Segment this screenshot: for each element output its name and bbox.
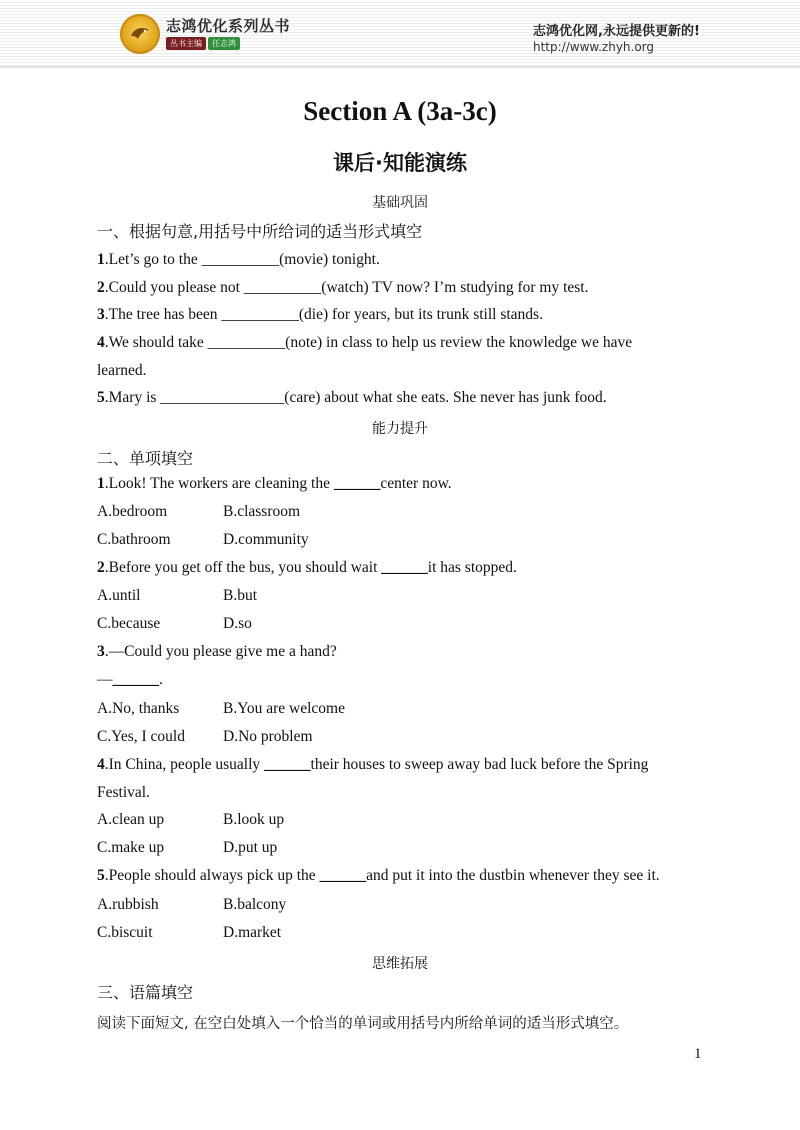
item-number: 1: [97, 251, 105, 268]
item-text: .Could you please not __________(watch) TV now? I’m studying for my test.: [104, 279, 589, 296]
section2-heading: 二、单项填空: [97, 449, 194, 468]
question-number: 2: [97, 559, 105, 576]
series-title: 志鸿优化系列丛书: [166, 17, 291, 35]
option-d: D.No problem: [223, 728, 313, 745]
editor-badge-name: 任志鸿: [208, 37, 240, 50]
fill-item-4: [97, 334, 632, 352]
question-stem: .Look! The workers are cleaning the: [104, 475, 334, 492]
site-slogan: 志鸿优化网,永远提供更新的!: [533, 24, 700, 39]
option-a: A.until: [97, 587, 141, 604]
option-d: D.so: [223, 615, 252, 632]
item-number: 4: [97, 334, 105, 351]
question-stem-after: and put it into the dustbin whenever they see it.: [366, 867, 660, 884]
question-number: 4: [97, 756, 105, 773]
question-stem-after: it has stopped.: [427, 559, 517, 576]
mc-question-2: [97, 559, 517, 577]
page-title: Section A (3a-3c): [303, 96, 497, 126]
page-subtitle: 课后·知能演练: [333, 151, 467, 175]
question-stem-after: center now.: [380, 475, 452, 492]
mc-question-3-reply: [97, 671, 163, 689]
option-d: D.community: [223, 531, 309, 548]
question-stem: .In China, people usually: [104, 756, 265, 773]
item-number: 2: [97, 279, 105, 296]
section1-label: 基础巩固: [372, 195, 428, 211]
question-blank: ______: [264, 756, 311, 773]
question-blank: ______: [112, 671, 159, 688]
section3-heading: 三、语篇填空: [97, 983, 194, 1002]
option-c: C.because: [97, 615, 161, 632]
item-text: .The tree has been __________(die) for years, but its trunk still stands.: [104, 306, 543, 323]
section2-label: 能力提升: [372, 421, 428, 437]
question-stem: .—Could you please give me a hand?: [104, 643, 337, 660]
mc-question-4-continued: Festival.: [97, 784, 150, 801]
logo-icon: [120, 14, 160, 54]
section3-label: 思维拓展: [372, 956, 428, 972]
question-blank: ______: [381, 559, 428, 576]
option-b: B.but: [223, 587, 258, 604]
option-b: B.balcony: [223, 896, 287, 913]
option-c: C.biscuit: [97, 924, 153, 941]
mc-question-4: [97, 756, 648, 774]
item-text: .We should take __________(note) in class to help us review the knowledge we have: [104, 334, 633, 351]
option-c: C.make up: [97, 839, 165, 856]
option-b: B.classroom: [223, 503, 301, 520]
option-a: A.No, thanks: [97, 700, 180, 717]
fill-item-3: [97, 306, 543, 324]
question-number: 1: [97, 475, 105, 492]
option-a: A.clean up: [97, 811, 165, 828]
option-b: B.You are welcome: [223, 700, 345, 717]
option-d: D.market: [223, 924, 282, 941]
option-c: C.bathroom: [97, 531, 171, 548]
fill-item-5: [97, 389, 607, 407]
fill-item-1: [97, 251, 380, 269]
reply-period: .: [159, 671, 163, 688]
reply-dash: —: [97, 671, 113, 688]
item-number: 5: [97, 389, 105, 406]
mc-question-1: [97, 475, 452, 493]
option-b: B.look up: [223, 811, 285, 828]
site-url[interactable]: http://www.zhyh.org: [533, 40, 655, 54]
section3-instruction: 阅读下面短文, 在空白处填入一个恰当的单词或用括号内所给单词的适当形式填空。: [97, 1016, 629, 1032]
section1-heading: 一、根据句意,用括号中所给词的适当形式填空: [97, 222, 423, 241]
item-number: 3: [97, 306, 105, 323]
item-text: .Let’s go to the __________(movie) tonight.: [104, 251, 380, 268]
item-text: .Mary is ________________(care) about what she eats. She never has junk food.: [104, 389, 607, 406]
question-blank: ______: [333, 475, 381, 492]
question-stem: .Before you get off the bus, you should wait: [104, 559, 382, 576]
option-c: C.Yes, I could: [97, 728, 185, 745]
fill-item-4-continued: learned.: [97, 362, 147, 379]
page-number: 1: [694, 1046, 702, 1062]
mc-question-3: [97, 643, 337, 661]
option-a: A.rubbish: [97, 896, 159, 913]
mc-question-5: [97, 867, 660, 885]
option-d: D.put up: [223, 839, 278, 856]
question-number: 5: [97, 867, 105, 884]
fill-item-2: [97, 279, 589, 297]
question-stem-after: their houses to sweep away bad luck before the Spring: [310, 756, 649, 773]
editor-badge-label: 丛书主编: [166, 37, 206, 50]
question-number: 3: [97, 643, 105, 660]
badge-row: [166, 37, 240, 50]
option-a: A.bedroom: [97, 503, 168, 520]
question-blank: ______: [319, 867, 367, 884]
question-stem: .People should always pick up the: [104, 867, 320, 884]
